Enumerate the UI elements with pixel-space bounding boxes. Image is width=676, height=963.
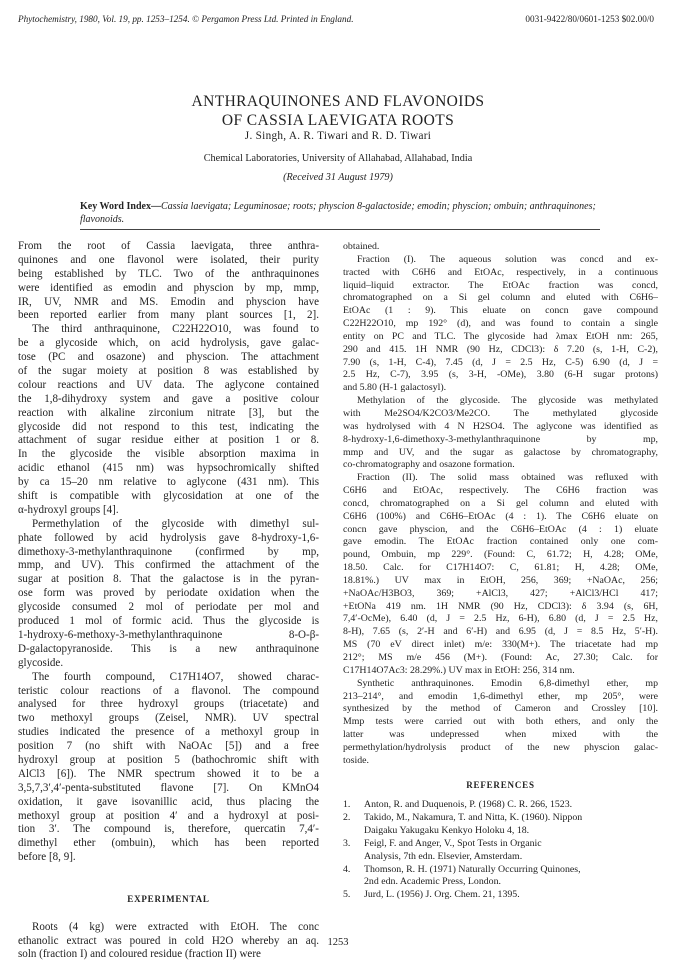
left-column-line: teristic colour reactions of a flavonol. The compound <box>18 684 319 697</box>
right-column-line: C6H6 and EtOAc, respectively. The C6H6 fraction was <box>343 485 658 497</box>
running-header-journal: Phytochemistry, 1980, Vol. 19, pp. 1253–1254. © Pergamon Press Ltd. Printed in England. <box>18 14 354 24</box>
reference-text: Takido, M., Nakamura, T. and Nitta, K. (1960). Nippon <box>364 812 583 824</box>
left-column-line: dimethyl ether (ombuin), which has been reported <box>18 837 319 850</box>
article-title-line-1: ANTHRAQUINONES AND FLAVONOIDS <box>191 93 485 110</box>
reference-line <box>343 798 658 811</box>
left-column-line <box>18 907 319 921</box>
right-column-line: liquid–liquid extractor. The EtOAc fraction was concd, <box>343 279 658 291</box>
reference-number: 4. <box>343 863 351 875</box>
right-column-line: 212°; MS m/e 456 (M+). (Found: Ac, 27.30; Calc. for <box>343 652 658 663</box>
left-column-line: tion 3′. The compound is, therefore, quercatin 7,4′- <box>18 823 319 836</box>
affiliation: Chemical Laboratories, University of Allahabad, Allahabad, India <box>203 153 473 164</box>
left-column-line: AlCl3 [6]). The NMR spectrum showed it to be a <box>18 767 319 780</box>
running-header-code: 0031-9422/80/0601-1253 $02.00/0 <box>525 14 654 24</box>
reference-line <box>343 888 658 901</box>
left-column-line: shift is compatible with glycosidation at one of the <box>18 490 319 503</box>
reference-number: 2. <box>343 812 351 824</box>
left-column-line: 1-hydroxy-6-methoxy-3-methylanthraquinone 8-O-β- <box>18 628 319 641</box>
section-heading-references: REFERENCES <box>466 780 535 791</box>
right-column-line: Fraction (II). The solid mass obtained was refluxed with <box>357 472 658 484</box>
reference-line: Daigaku Yakugaku Kenkyo Holoku 4, 18. <box>364 824 530 836</box>
reference-number: 1. <box>343 799 351 811</box>
reference-text: Thomson, R. H. (1971) Naturally Occurring Quinones, <box>364 863 581 875</box>
reference-line: 2nd edn. Academic Press, London. <box>364 876 501 888</box>
right-column-line: was hydrolysed with 4 N H2SO4. The aglycone was identified as <box>343 420 658 432</box>
right-column-line: co-chromatography and osazone formation. <box>343 459 515 471</box>
left-column-line: The third anthraquinone, C22H22O10, was found to <box>32 323 319 336</box>
right-column-line: C22H22O10, mp 192° (d), and was found to contain a single <box>343 318 658 330</box>
right-column-line: 213–214°, and emodin 1,6-dimethyl ether, mp 205°, were <box>343 690 658 702</box>
right-column-line: mmp and UV, and the sugar as galactose by chromatography, <box>343 446 658 458</box>
left-column-line: Permethylation of the glycoside with dimethyl sul- <box>32 517 319 530</box>
left-column-line <box>18 879 319 893</box>
right-column-line: obtained. <box>343 241 380 252</box>
right-column-line: MS (70 eV direct inlet) m/e: 330(M+). The triacetate had mp <box>343 639 658 651</box>
right-column-body <box>343 240 658 901</box>
left-column-line: the 1,8-dihydroxy system and gave a positive colour <box>18 392 319 405</box>
right-column-line: pound, Ombuin, mp 229°. (Found: C, 61.72; H, 4.28; OMe, <box>343 549 658 561</box>
right-column-line: 290 and 415. 1H NMR (90 Hz, CDCl3): δ 7.20 (s, 1-H, C-2), <box>343 343 658 355</box>
left-column-line: glycoside. <box>18 656 64 669</box>
left-column-line: ethanolic extract was poured in cold H2O whereby an aq. <box>18 934 319 947</box>
left-column-line: sugar at position 8. That the galactose is in the pyran- <box>18 573 319 586</box>
reference-line: Analysis, 7th edn. Elsevier, Amsterdam. <box>364 850 523 862</box>
left-column-line: dimethoxy-3-methylanthraquinone (confirmed by mp, <box>18 545 319 558</box>
left-column-line: acidic ethanol (415 nm) was hypsochromically shifted <box>18 462 319 475</box>
left-column-line: The fourth compound, C17H14O7, showed charac- <box>32 670 319 683</box>
keyword-divider <box>80 229 600 230</box>
left-column-line: attachment of sugar residue either at position 1 or 8. <box>18 434 319 447</box>
left-column-line: studies indicated the presence of a methoxyl group in <box>18 726 319 739</box>
right-column-line: entity on PC and TLC. The glycoside had λmax EtOH nm: 265, <box>343 330 658 342</box>
left-column-line: tose (PC and osazone) and physcion. The attachment <box>18 351 319 364</box>
left-column-line: soln (fraction I) and coloured residue (fraction II) were <box>18 948 261 961</box>
right-column-line: Methylation of the glycoside. The glycoside was methylated <box>357 395 658 407</box>
left-column-line: being established by TLC. Two of the anthraquinones <box>18 267 319 280</box>
keyword-index-text: Cassia laevigata; Leguminosae; roots; physcion 8-galactoside; emodin; physcion; ombuin; anthraquinones; flavonoids. <box>80 201 596 225</box>
left-column-line: by ca 15–20 nm relative to aglycone (431 nm). This <box>18 476 319 489</box>
left-column-line: quinones and one flavonol were isolated, their purity <box>18 253 319 266</box>
right-column-line: 7.90 (s, 1-H, C-4), 7.45 (d, J = 2.5 Hz, C-5) 6.90 (d, J = <box>343 356 658 368</box>
right-column-line: with Me2SO4/K2CO3/Me2CO. The methylated glycoside <box>343 407 658 419</box>
right-column-line: chromatographed on a Si gel column and eluted with C6H6– <box>343 292 658 304</box>
left-column-line: been reported earlier from many plant sources [1, 2]. <box>18 309 319 322</box>
right-column-line: 8-hydroxy-1,6-dimethoxy-3-methylanthraquinone by mp, <box>343 433 658 445</box>
left-column-line: produced 1 mol of formic acid. Thus the glycoside is <box>18 615 319 628</box>
keyword-index-label: Key Word Index— <box>80 201 161 212</box>
right-column-line: C6H6 (100%) and C6H6–EtOAc (4 : 1). The C6H6 eluate on <box>343 510 658 522</box>
right-column-line: toside. <box>343 754 369 766</box>
page-number: 1253 <box>327 937 349 948</box>
left-column-line: IR, UV, NMR and MS. Emodin and physcion have <box>18 295 319 308</box>
right-column-line: Mmp tests were carried out with both ethers, and only the <box>343 716 658 728</box>
reference-text: Feigl, F. and Anger, V., Spot Tests in Organic <box>364 837 542 849</box>
right-column-line: latter was undepressed when mixed with the <box>343 729 658 741</box>
right-column-line: 18.50. Calc. for C17H14O7: C, 61.81; H, 4.28; OMe, <box>343 562 658 574</box>
right-column-line: concn gave physcion, and the C6H6–EtOAc (4 : 1) eluate <box>343 523 658 535</box>
reference-number: 3. <box>343 837 351 849</box>
left-column-line: position 7 (no shift with NaOAc [5]) and a free <box>18 740 319 753</box>
right-column-line: concd, chromatographed on a Si gel column and eluted with <box>343 497 658 509</box>
reference-text: Jurd, L. (1956) J. Org. Chem. 21, 1395. <box>364 889 520 901</box>
right-column-line: +NaOAc/H3BO3, 369; +AlCl3, 427; +AlCl3/HCl 417; <box>343 587 658 599</box>
left-column-line: hydroxyl group at position 5 (bathochromic shift with <box>18 753 319 766</box>
spacer <box>343 767 658 780</box>
left-column-line: methoxyl group at position 4′ and a hydroxyl at posi- <box>18 809 319 822</box>
right-column-line: 18.81%.) UV max in EtOH, 256, 369; +NaOAc, 256; <box>343 574 658 586</box>
authors: J. Singh, A. R. Tiwari and R. D. Tiwari <box>244 130 432 142</box>
right-column-line: permethylation/hydrolysis product of the new physcion galac- <box>343 741 658 753</box>
right-column-line: and 5.80 (H-1 galactosyl). <box>343 382 447 394</box>
left-column-line: Roots (4 kg) were extracted with EtOH. The conc <box>32 920 319 933</box>
right-column-line: 2.5 Hz, C-7), 3.95 (s, 3-H, -OMe), 3.80 (6-H sugar protons) <box>343 369 658 381</box>
right-column-line: gave emodin. The EtOAc fraction contained only one com- <box>343 536 658 548</box>
left-column-line: oxidation, it gave isovanillic acid, thus placing the <box>18 795 319 808</box>
article-title-line-2: OF CASSIA LAEVIGATA ROOTS <box>221 112 455 129</box>
right-column-line: C17H14O7Ac3: 28.29%.) UV max in EtOH: 256, 314 nm. <box>343 664 575 676</box>
reference-line <box>343 811 658 824</box>
right-column-line: synthesized by the method of Cameron and Crossley [10]. <box>343 703 658 715</box>
left-column-line: ose form was proved by periodate oxidation when the <box>18 587 319 600</box>
reference-number: 5. <box>343 889 351 901</box>
left-column-line: 3,5,7,3′,4′-penta-substituted flavone [7]. On KMnO4 <box>18 781 319 794</box>
left-column-line: In the glycoside the visible absorption maxima in <box>18 448 319 461</box>
left-column-line: α-hydroxyl groups [4]. <box>18 503 119 516</box>
right-column-line: 7,4′-OcMe), 6.40 (d, J = 2.5 Hz, 6-H), 6.80 (d, J = 2.5 Hz, <box>343 613 658 625</box>
left-column-line: reaction with alkaline zirconium nitrate [3], but the <box>18 406 319 419</box>
right-column-line: 8-H), 7.65 (s, 2′-H and 6′-H) and 6.95 (d, J = 8.5 Hz, 5′-H). <box>343 626 658 638</box>
left-column-line: glycoside consumed 2 mol of periodate per mol and <box>18 601 319 614</box>
left-column-body <box>18 240 319 962</box>
right-column-line: +EtONa 419 nm. 1H NMR (90 Hz, CDCl3): δ 3.94 (s, 6H, <box>343 600 658 612</box>
right-column-line: tracted with C6H6 and EtOAc, respectively, in a continuous <box>343 266 658 278</box>
right-column-line: Synthetic anthraquinones. Emodin 6,8-dimethyl ether, mp <box>357 677 658 689</box>
left-column-line: be a glycoside which, on acid hydrolysis, gave galac- <box>18 337 319 350</box>
left-column-line: colour reactions and UV data. The aglycone contained <box>18 378 319 391</box>
right-column-line: Fraction (I). The aqueous solution was concd and ex- <box>357 253 658 265</box>
left-column-line: mmp, and UV). This confirmed the attachment of the <box>18 559 319 572</box>
reference-line <box>343 837 658 850</box>
left-column-line: analysed for three hydroxyl groups (triacetate) and <box>18 698 319 711</box>
right-column-line: EtOAc (1 : 9). This eluate on concn gave compound <box>343 305 658 317</box>
section-heading-experimental: EXPERIMENTAL <box>127 893 210 904</box>
left-column-line: were identified as emodin and physcion by mp, mmp, <box>18 281 319 294</box>
left-column-line: before [8, 9]. <box>18 851 76 864</box>
reference-line <box>343 863 658 876</box>
keyword-index <box>80 200 600 226</box>
left-column-line: of the sugar moiety at position 8 was established by <box>18 365 319 378</box>
left-column-line: glycoside did not respond to this test, indicating the <box>18 420 319 433</box>
left-column-line: From the root of Cassia laevigata, three anthra- <box>18 240 319 252</box>
left-column-line: phate followed by acid hydrolysis gave 8-hydroxy-1,6- <box>18 531 319 544</box>
received-date: (Received 31 August 1979) <box>283 172 393 183</box>
left-column-line <box>18 865 319 879</box>
reference-text: Anton, R. and Duquenois, P. (1968) C. R. 266, 1523. <box>364 799 573 811</box>
left-column-line: D-galactopyranoside. This is a new anthraquinone <box>18 642 319 655</box>
left-column-line: two methoxyl groups (Zeisel, NMR). UV spectral <box>18 712 319 725</box>
